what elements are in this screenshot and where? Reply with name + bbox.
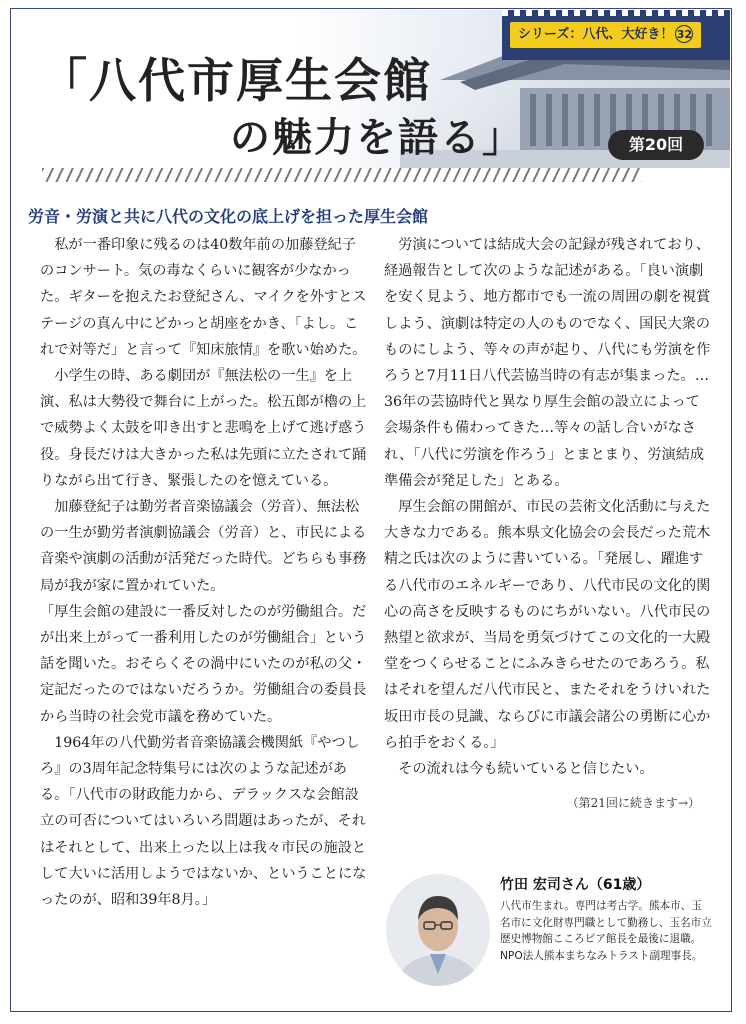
person-icon <box>386 874 490 986</box>
hatch-divider <box>42 168 642 182</box>
author-name: 竹田 宏司さん（61歳） <box>500 877 651 893</box>
series-banner <box>502 10 730 60</box>
paragraph: 私が一番印象に残るのは40数年前の加藤登紀子のコンサート。気の毒なくらいに観客が少なかった。ギターを抱えたお登紀さん、マイクを外すとステージの真ん中にどかっと胡座をかき、「よし。これで対等だ」と言って『知床旅情』を歌い始めた。 <box>40 237 367 358</box>
series-label: シリーズ：八代、大好き！ <box>518 27 674 42</box>
paragraph: その流れは今も続いていると信じたい。 <box>398 761 654 778</box>
title-line-2: の魅力を語る」 <box>230 114 524 161</box>
continuation-note: （第21回に続きます→） <box>566 796 700 810</box>
series-number-badge: 32 <box>675 25 693 43</box>
paragraph: 労演については結成大会の記録が残されており、経過報告として次のような記述がある。「良い演劇を安く見よう、地方都市でも一流の周囲の劇を視賞しよう、演劇は特定の人のものでなく、国民大衆のものにしよう、等々の声が起り、八代にも労演を作ろうと7月11日八代芸協当時の有志が集まった。…36年の芸協時代と異なり厚生会館の設立によって会場条件も備わってきた…等々の話し合いがなされ、「八代に労演を作ろう」とまとまり、労演結成準備会が発足した」とある。 <box>384 237 711 489</box>
author-bio: 八代市生まれ。専門は考古学。熊本市、玉名市に文化財専門職として勤務し、玉名市立歴史博物館こころピア館長を最後に退職。NPO法人熊本まちなみトラスト副理事長。 <box>500 900 712 962</box>
title-line-1: 「八代市厚生会館 <box>40 54 432 109</box>
paragraph: 加藤登紀子は勤労者音楽協議会（労音）、無法松の一生が勤労者演劇協議会（労音）と、市民による音楽や演劇の活動が活発だった時代。どちらも事務局が我が家に置かれていた。 <box>40 499 367 594</box>
paragraph: 厚生会館の開館が、市民の芸術文化活動に与えた大きな力である。熊本県文化協会の会長だった荒木精之氏は次のように書いている。「発展し、躍進する八代市のエネルギーであり、八代市民の文化的関心の高さを反映するものにちがいない。八代市民の熱望と欲求が、当局を勇気づけてこの文化的一大殿堂をつくらせることにふみきらせたのであろう。私はそれを望んだ八代市民と、またそれをうけいれた坂田市長の見識、ならびに市議会諸公の勇断に心から拍手をおくる。」 <box>384 499 711 751</box>
article-subtitle: 労音・労演と共に八代の文化の底上げを担った厚生会館 <box>28 207 429 226</box>
episode-badge: 第20回 <box>608 130 704 160</box>
header-banner <box>12 10 730 168</box>
series-tag <box>510 22 701 48</box>
series-stripes <box>502 10 730 16</box>
paragraph-quote: 「厚生会館の建設に一番反対したのが労働組合。だが出来上がって一番利用したのが労働組合」という話を聞いた。おそらくその渦中にいたのが私の父・定記だったのではないだろうか。労働組合の委員長から当時の社会党市議を務めていた。 <box>40 603 367 725</box>
author-photo <box>386 874 490 986</box>
paragraph: 小学生の時、ある劇団が『無法松の一生』を上演、私は大勢役で舞台に上がった。松五郎が櫓の上で威勢よく太鼓を叩き出すと悲鳴を上げて逃げ惑う役。身長だけは大きかった私は先頭に立たされて踊りながら出て行き、緊張したのを憶えている。 <box>40 368 367 489</box>
paragraph: 1964年の八代勤労者音楽協議会機関紙『やつしろ』の3周年記念特集号には次のような記述がある。「八代市の財政能力から、デラックスな会館設立の可否についてはいろいろ問題はあったが、それはそれとして、出来上った以上は我々市民の施設として大いに活用しようではないか、ということになったのが、昭和39年8月。」 <box>40 734 367 909</box>
body-column-left <box>40 232 370 913</box>
body-column-right <box>384 232 714 782</box>
